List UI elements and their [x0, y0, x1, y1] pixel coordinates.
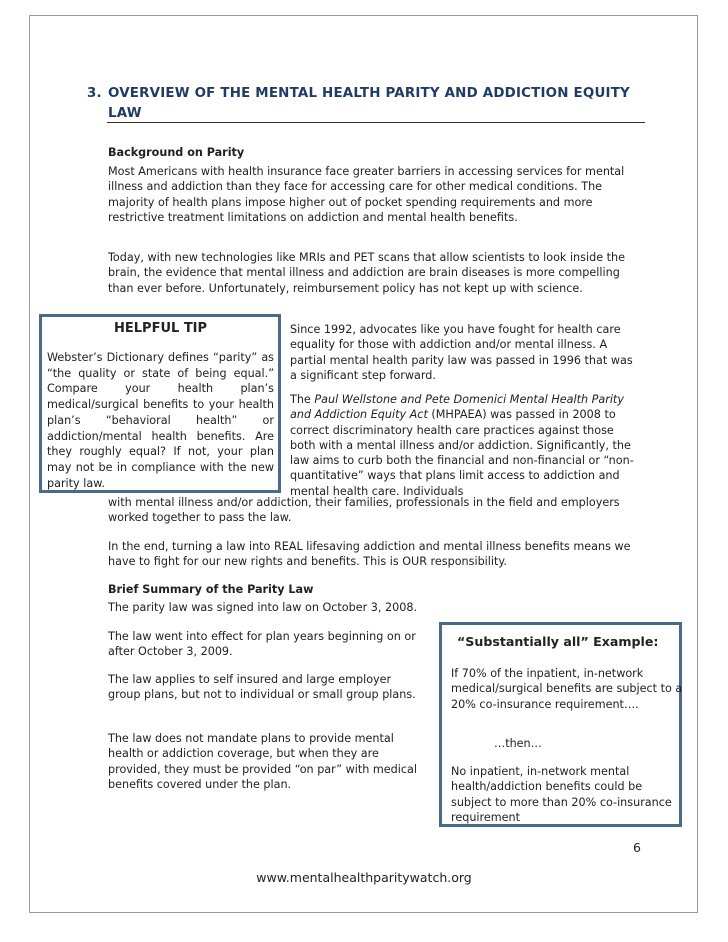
- background-label: Background on Parity: [108, 146, 245, 159]
- example-paragraph-2: …then…: [494, 737, 542, 750]
- section-title: OVERVIEW OF THE MENTAL HEALTH PARITY AND ADDICTION EQUITY LAW: [108, 86, 630, 121]
- background-paragraph-5: In the end, turning a law into REAL lifesaving addiction and mental illness benefits means we have to fight for our new rights and benefits. This is OUR responsibility.: [108, 540, 631, 569]
- example-paragraph-1: If 70% of the inpatient, in-network medical/surgical benefits are subject to a 20% co-insurance requirement….: [451, 667, 683, 711]
- section-number: 3.: [87, 86, 102, 101]
- example-paragraph-3: No inpatient, in-network mental health/addiction benefits could be subject to more than 20% co-insurance requirement: [451, 765, 672, 825]
- summary-point-4: The law does not mandate plans to provide mental health or addiction coverage, but when they are provided, they must be provided “on par” with medical benefits covered under the plan.: [108, 732, 417, 791]
- background-paragraph-4: [290, 392, 642, 499]
- section-heading: [87, 84, 647, 124]
- summary-point-2: The law went into effect for plan years beginning on or after October 3, 2009.: [108, 630, 416, 659]
- background-paragraph-1: Most Americans with health insurance face greater barriers in accessing services for mental illness and addiction than they face for accessing care for other medical conditions. The majority of health plans impose higher out of pocket spending requirements and more restrictive treatment limitations on addiction and mental health benefits.: [108, 165, 625, 224]
- substantially-all-example-box: [439, 622, 682, 827]
- background-paragraph-4-continued: with mental illness and/or addiction, their families, professionals in the field and employers worked together to pass the law.: [108, 496, 620, 525]
- summary-label: Brief Summary of the Parity Law: [108, 583, 314, 596]
- helpful-tip-body: Webster’s Dictionary defines “parity” as “the quality or state of being equal.” Compare your health plan’s medical/surgical benefits to your health plan’s “behavioral health” or addiction/mental health benefits. Are they roughly equal? If not, your plan may not be in compliance with the new parity law.: [47, 351, 274, 490]
- page-number: 6: [633, 840, 641, 855]
- background-paragraph-2: Today, with new technologies like MRIs and PET scans that allow scientists to look inside the brain, the evidence that mental illness and addiction are brain diseases is more compelling than ever before. Unfortunately, reimbursement policy has not kept up with science.: [108, 251, 625, 295]
- heading-divider: [107, 122, 645, 123]
- act-description: (MHPAEA) was passed in 2008 to correct discriminatory health care practices against those both with a mental illness and/or addiction. Significantly, the law aims to curb both the financial and non-financial or “non-quantitative” ways that plans limit access to addiction and mental health care. Individuals: [290, 408, 634, 498]
- summary-point-3: The law applies to self insured and large employer group plans, but not to individual or small group plans.: [108, 673, 416, 702]
- example-title: “Substantially all” Example:: [457, 634, 659, 649]
- background-paragraph-3: Since 1992, advocates like you have fought for health care equality for those with addiction and/or mental illness. A partial mental health parity law was passed in 1996 that was a significant step forward.: [290, 323, 633, 382]
- footer-url: www.mentalhealthparitywatch.org: [256, 870, 472, 885]
- helpful-tip-title: HELPFUL TIP: [114, 321, 208, 336]
- summary-point-1: The parity law was signed into law on October 3, 2008.: [108, 601, 418, 614]
- helpful-tip-box: [39, 314, 281, 493]
- act-name: Paul Wellstone and Pete Domenici Mental Health Parity and Addiction Equity Act: [290, 393, 624, 422]
- act-intro-text: The: [290, 393, 315, 406]
